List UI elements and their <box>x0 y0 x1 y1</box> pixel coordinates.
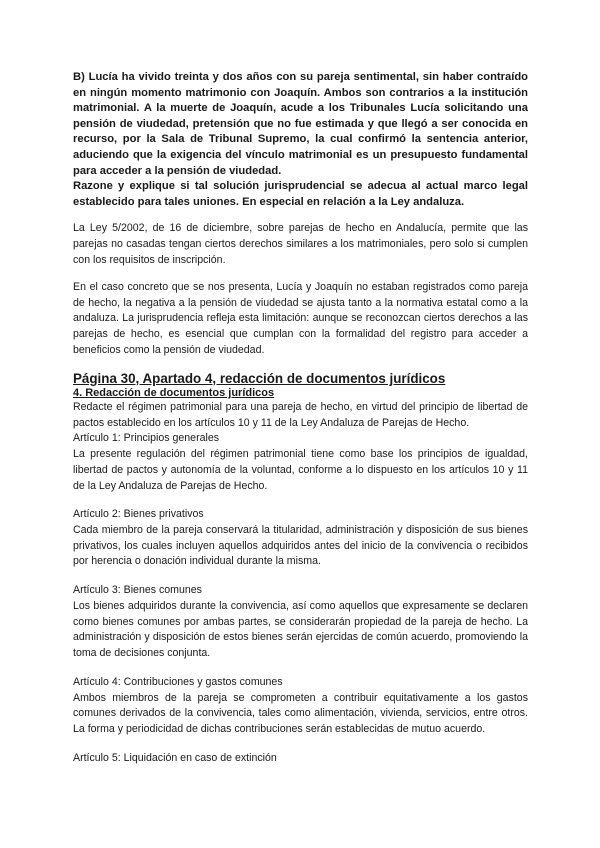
article-heading: Artículo 2: Bienes privativos <box>73 508 204 521</box>
section-subtitle: 4. Redacción de documentos jurídicos <box>73 386 275 399</box>
document-page <box>73 70 528 767</box>
article-5 <box>73 751 528 767</box>
article-1 <box>73 431 528 494</box>
question-paragraph: B) Lucía ha vivido treinta y dos años con su pareja sentimental, sin haber contraído en ningún momento matrimonio con Joaquín. Ambos son contrarios a la institución matrimonial. A la muerte de Joaquín, acude a los Tribunales Lucía solicitando una pensión de viudedad, pretensión que no fue estimada y que llegó a ser conocida en recurso, por la Sala de Tribunal Supremo, la cual confirmó la sentencia anterior, aduciendo que la exigencia del vínculo matrimonial es un presupuesto fundamental para acceder a la pensión de viudedad. <box>73 71 528 177</box>
article-text: La presente regulación del régimen patrimonial tiene como base los principios de igualdad, libertad de pactos y autonomía de la voluntad, conforme a lo dispuesto en los artículos 10 y 11 de la Ley Andaluza de Parejas de Hecho. <box>73 447 528 492</box>
article-text: Los bienes adquiridos durante la convivencia, así como aquellos que expresamente se declaren como bienes comunes por ambas partes, se considerarán propiedad de la pareja de hecho. La administración y disposición de estos bienes serán ejercidas de común acuerdo, promoviendo la toma de decisiones conjunta. <box>73 599 528 660</box>
answer-paragraph: La Ley 5/2002, de 16 de diciembre, sobre parejas de hecho en Andalucía, permite que las parejas no casadas tengan ciertos derechos similares a los matrimoniales, pero solo si cumplen con los requisitos de inscripción. <box>73 222 528 266</box>
article-heading: Artículo 5: Liquidación en caso de extinción <box>73 752 277 765</box>
answer-paragraph: En el caso concreto que se nos presenta, Lucía y Joaquín no estaban registrados como pareja de hecho, la negativa a la pensión de viudedad se ajusta tanto a la normativa estatal como a la andaluza. La jurisprudencia refleja esta limitación: aunque se reconozcan ciertos derechos a las parejas de hecho, es esencial que cumplan con la formalidad del registro para acceder a beneficios como la pensión de viudedad. <box>73 280 528 356</box>
article-heading: Artículo 4: Contribuciones y gastos comunes <box>73 676 283 689</box>
article-text: Ambos miembros de la pareja se comprometen a contribuir equitativamente a los gastos comunes derivados de la convivencia, tales como alimentación, vivienda, servicios, entre otros. La forma y periodicidad de dichas contribuciones serán establecidas de mutuo acuerdo. <box>73 691 528 736</box>
article-text: Cada miembro de la pareja conservará la titularidad, administración y disposición de sus bienes privativos, los cuales incluyen aquellos adquiridos antes del inicio de la convivencia o recibidos por herencia o donación individual durante la misma. <box>73 523 528 568</box>
article-heading: Artículo 1: Principios generales <box>73 432 220 445</box>
article-3 <box>73 583 528 662</box>
question-prompt: Razone y explique si tal solución jurisprudencial se adecua al actual marco legal establecido para tales uniones. En especial en relación a la Ley andaluza. <box>73 180 528 208</box>
article-4 <box>73 675 528 738</box>
article-2 <box>73 507 528 570</box>
section-intro: Redacte el régimen patrimonial para una pareja de hecho, en virtud del principio de libertad de pactos establecido en los artículos 10 y 11 de la Ley Andaluza de Parejas de Hecho. <box>73 400 528 429</box>
section-title: Página 30, Apartado 4, redacción de documentos jurídicos <box>73 370 446 386</box>
article-heading: Artículo 3: Bienes comunes <box>73 584 202 597</box>
